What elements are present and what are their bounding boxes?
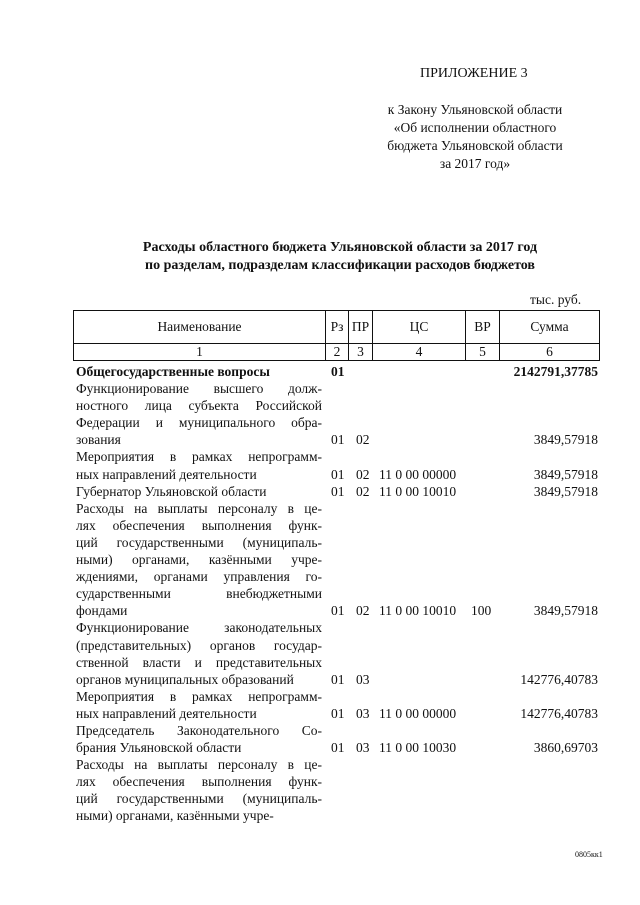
table-row [0, 688, 640, 722]
row-sum: 142776,40783 [520, 705, 598, 721]
row-name [76, 619, 322, 687]
row-name-line: ными) органами, казёнными учре- [76, 808, 274, 824]
row-code-rz: 01 [331, 705, 345, 721]
row-code-rz: 01 [331, 466, 345, 482]
row-code-cs: 11 0 00 10010 [379, 603, 457, 619]
row-name-line: ственной власти и представительных [76, 654, 322, 670]
table-row [0, 500, 640, 620]
row-code-pr: 03 [356, 705, 370, 721]
table-row [0, 619, 640, 687]
row-name-line: ностного лица субъекта Российской [76, 398, 322, 414]
col-header-sum: Сумма [499, 311, 599, 343]
units-label: тыс. руб. [530, 292, 582, 307]
row-name-line: сударственными внебюджетными [76, 586, 322, 602]
row-sum: 2142791,37785 [513, 364, 598, 379]
row-code-rz: 01 [331, 740, 345, 756]
appendix-label: ПРИЛОЖЕНИЕ 3 [420, 66, 528, 81]
col-number: 4 [372, 344, 465, 360]
row-name [76, 756, 322, 824]
law-line: за 2017 год» [439, 156, 511, 171]
row-name-line: Расходы на выплаты персоналу в це- [76, 500, 322, 516]
row-name-line: ными) органами, казёнными учре- [76, 552, 322, 568]
row-sum: 3849,57918 [533, 603, 598, 619]
row-name-line: ций государственными (муниципаль- [76, 791, 322, 807]
row-name [76, 722, 322, 756]
law-reference [360, 101, 590, 173]
row-code-rz: 01 [331, 671, 345, 687]
row-code-pr: 02 [356, 603, 370, 619]
row-code-pr: 02 [356, 466, 370, 482]
row-name-line: ных направлений деятельности [76, 705, 257, 721]
document-title [60, 239, 620, 275]
row-name-line: Председатель Законодательного Со- [76, 722, 322, 738]
row-name [76, 380, 322, 448]
col-number: 1 [196, 344, 203, 359]
row-name-line: Функционирование высшего долж- [76, 381, 322, 397]
table-header [73, 310, 600, 344]
row-code-vr: 100 [471, 603, 492, 619]
row-sum: 3849,57918 [533, 432, 598, 448]
row-name-line: лях обеспечения выполнения функ- [76, 774, 322, 790]
row-name-line: Мероприятия в рамках непрограмм- [76, 688, 322, 704]
row-name-line: ций государственными (муниципаль- [76, 534, 322, 550]
table-row [0, 483, 640, 500]
col-header-cs: ЦС [372, 311, 465, 343]
row-name-line: Губернатор Ульяновской области [76, 483, 267, 499]
row-code-pr: 02 [356, 432, 370, 448]
table-body [0, 363, 640, 825]
col-header-rz: Рз [325, 311, 348, 343]
table-column-numbers [73, 344, 600, 361]
row-name-line: Расходы на выплаты персоналу в це- [76, 757, 322, 773]
row-name [76, 363, 322, 380]
row-name-line: Федерации и муниципального обра- [76, 415, 322, 431]
row-code-rz: 01 [331, 603, 345, 619]
row-code-cs: 11 0 00 10030 [379, 740, 457, 756]
row-code-cs: 11 0 00 10010 [379, 483, 457, 499]
row-name-line: ждениями, органами управления го- [76, 569, 322, 585]
footer-code: 0805кк1 [575, 850, 603, 859]
row-code-cs: 11 0 00 00000 [379, 705, 457, 721]
law-line: «Об исполнении областного [393, 120, 557, 135]
table-row [0, 363, 640, 380]
col-number: 6 [499, 344, 599, 360]
row-name [76, 500, 322, 620]
col-header-vr: ВР [465, 311, 499, 343]
row-sum: 3860,69703 [533, 740, 598, 756]
table-row [0, 380, 640, 448]
title-line: по разделам, подразделам классификации расходов бюджетов [145, 258, 535, 273]
row-code-rz: 01 [331, 364, 345, 379]
row-name-line: Мероприятия в рамках непрограмм- [76, 449, 322, 465]
title-line: Расходы областного бюджета Ульяновской области за 2017 год [142, 240, 538, 255]
row-name [76, 688, 322, 722]
table-row [0, 448, 640, 482]
col-header-name: Наименование [157, 319, 242, 334]
row-name-line: Функционирование законодательных [76, 620, 322, 636]
row-code-pr: 02 [356, 483, 370, 499]
row-code-cs: 11 0 00 00000 [379, 466, 457, 482]
row-code-rz: 01 [331, 432, 345, 448]
col-number: 3 [348, 344, 372, 360]
col-header-pr: ПР [348, 311, 372, 343]
col-number: 5 [465, 344, 499, 360]
row-code-pr: 03 [356, 671, 370, 687]
table-row [0, 722, 640, 756]
row-code-pr: 03 [356, 740, 370, 756]
row-name-line: фондами [76, 603, 128, 619]
row-name-line: (представительных) органов государ- [76, 637, 322, 653]
row-name-line: зования [76, 432, 121, 448]
row-code-rz: 01 [331, 483, 345, 499]
row-name-line: брания Ульяновской области [76, 740, 242, 756]
row-sum: 142776,40783 [520, 671, 598, 687]
row-name-line: органов муниципальных образований [76, 671, 294, 687]
row-name [76, 483, 322, 500]
row-name-line: Общегосударственные вопросы [76, 364, 270, 379]
row-sum: 3849,57918 [533, 466, 598, 482]
row-sum: 3849,57918 [533, 483, 598, 499]
row-name [76, 448, 322, 482]
row-name-line: лях обеспечения выполнения функ- [76, 517, 322, 533]
table-row [0, 756, 640, 824]
law-line: бюджета Ульяновской области [387, 138, 563, 153]
law-line: к Закону Ульяновской области [387, 102, 563, 117]
col-number: 2 [325, 344, 348, 360]
row-name-line: ных направлений деятельности [76, 466, 257, 482]
